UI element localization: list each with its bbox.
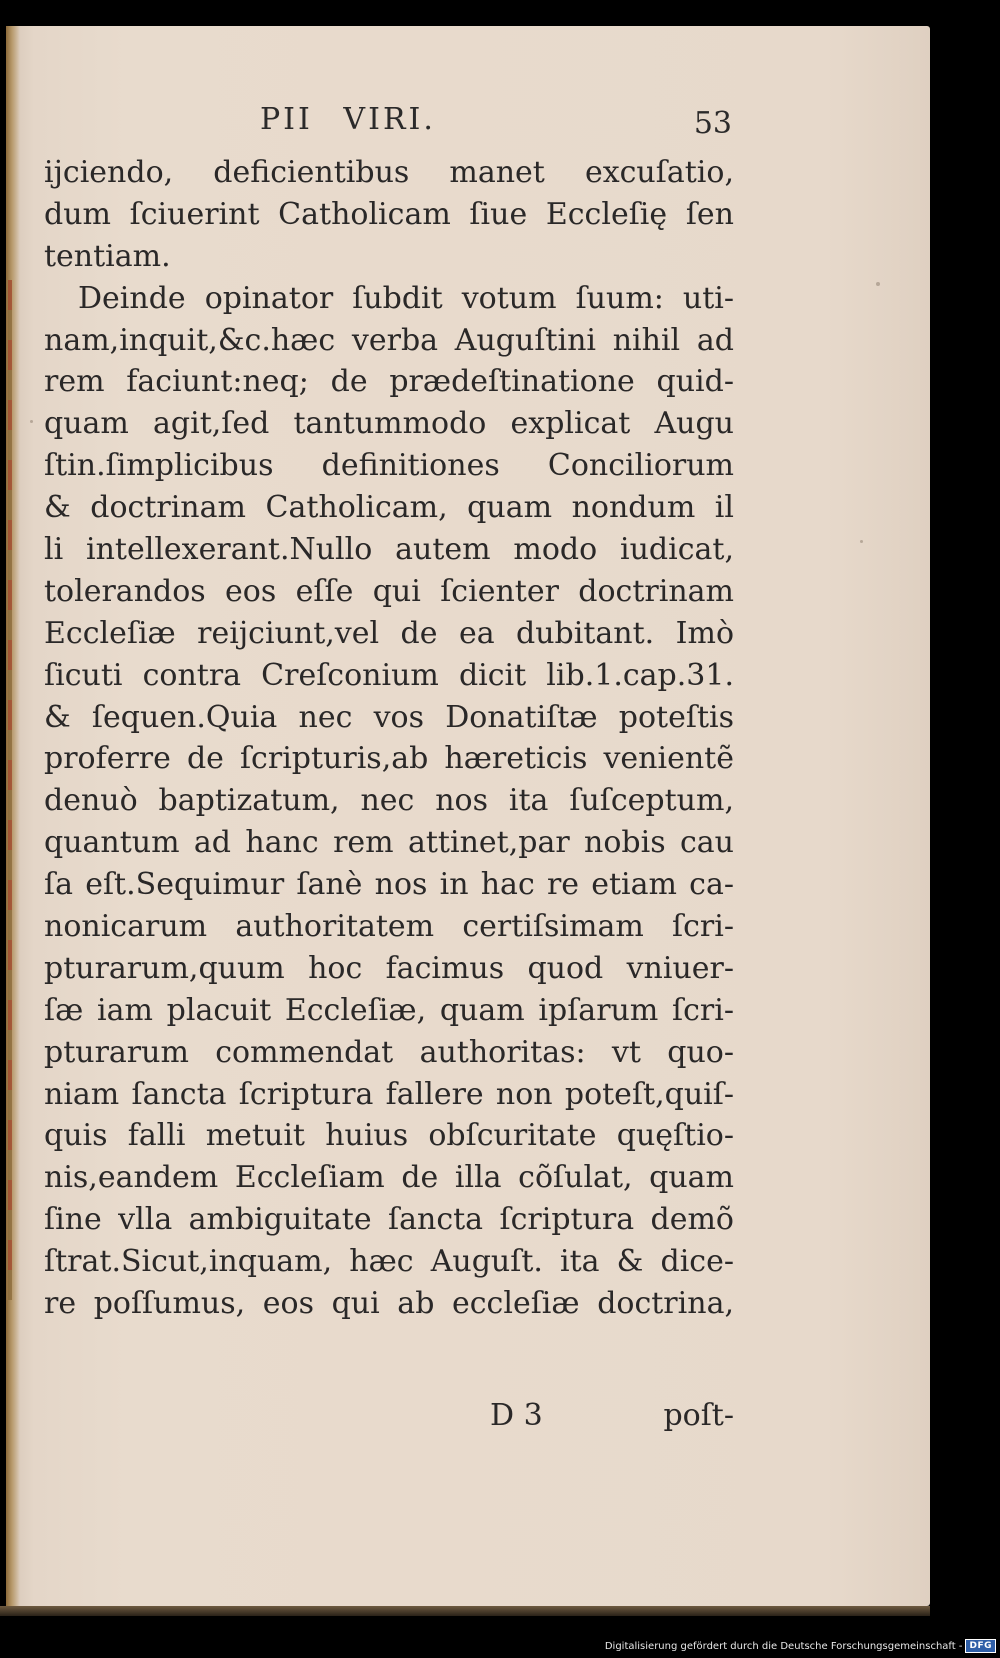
page-footer: [44, 1398, 734, 1440]
text-line: nis,eandem Eccleſiam de illa cõſulat, quam: [44, 1160, 734, 1196]
paper-speck: [30, 420, 33, 423]
text-line: nonicarum authoritatem certiſsimam ſcri-: [44, 909, 734, 945]
paper-speck: [860, 540, 863, 543]
text-line: dum ſciuerint Catholicam ſiue Eccleſię ſen: [44, 196, 734, 232]
digitization-credit: [605, 1637, 996, 1655]
signature-mark: D 3: [490, 1398, 543, 1433]
page-bottom-edge: [0, 1606, 930, 1616]
page-number: 53: [693, 106, 732, 141]
text-line: ſa eſt.Sequimur ſanè nos in hac re etiam ca-: [44, 867, 734, 903]
text-line: pturarum commendat authoritas: vt quo-: [44, 1034, 734, 1070]
credit-text: Digitalisierung gefördert durch die Deutsche Forschungsgemeinschaft -: [604, 1640, 963, 1652]
binding-edge: [8, 280, 12, 1300]
text-line: nam,inquit,&c.hæc verba Auguſtini nihil ad: [44, 322, 734, 358]
text-line: ſæ iam placuit Eccleſiæ, quam ipſarum ſcri-: [44, 992, 734, 1028]
text-line: rem faciunt:neq; de prædeſtinatione quid-: [44, 364, 734, 400]
text-line: proferre de ſcripturis,ab hæreticis venientẽ: [44, 741, 734, 777]
text-line: Eccleſiæ reijciunt,vel de ea dubitant. Imò: [44, 615, 734, 651]
text-line: ſtrat.Sicut,inquam, hæc Auguſt. ita & dice-: [44, 1244, 734, 1280]
text-line: tentiam.: [44, 238, 171, 274]
running-head: [44, 102, 732, 152]
text-line: denuò baptizatum, nec nos ita ſuſceptum,: [44, 783, 734, 819]
text-line: & ſequen.Quia nec vos Donatiſtæ poteſtis: [44, 699, 734, 735]
text-line: Deinde opinator ſubdit votum ſuum: uti-: [78, 280, 734, 316]
text-line: ſicuti contra Creſconium dicit lib.1.cap.31.: [44, 657, 734, 693]
paper-speck: [876, 282, 880, 286]
text-line: li intellexerant.Nullo autem modo iudicat,: [44, 532, 734, 568]
text-line: quantum ad hanc rem attinet,par nobis cau: [44, 825, 734, 861]
text-line: niam ſancta ſcriptura fallere non poteſt,quiſ-: [44, 1076, 734, 1112]
running-head-title: PII VIRI.: [260, 102, 436, 137]
dfg-logo-icon: DFG: [965, 1639, 996, 1653]
text-line: ſtin.ſimplicibus definitiones Conciliorum: [44, 448, 734, 484]
text-line: ſine vlla ambiguitate ſancta ſcriptura demõ: [44, 1202, 734, 1238]
text-line: quis falli metuit huius obſcuritate quęſtio-: [44, 1118, 734, 1154]
catchword: poſt-: [663, 1398, 734, 1433]
text-line: re poſſumus, eos qui ab eccleſiæ doctrina,: [44, 1286, 734, 1322]
text-line: pturarum,quum hoc facimus quod vniuer-: [44, 950, 734, 986]
text-line: & doctrinam Catholicam, quam nondum il: [44, 490, 734, 526]
text-line: tolerandos eos eſſe qui ſcienter doctrinam: [44, 573, 734, 609]
text-line: quam agit,ſed tantummodo explicat Augu: [44, 406, 734, 442]
body-text: [44, 152, 734, 1325]
text-line: ijciendo, deficientibus manet excuſatio,: [44, 155, 734, 190]
